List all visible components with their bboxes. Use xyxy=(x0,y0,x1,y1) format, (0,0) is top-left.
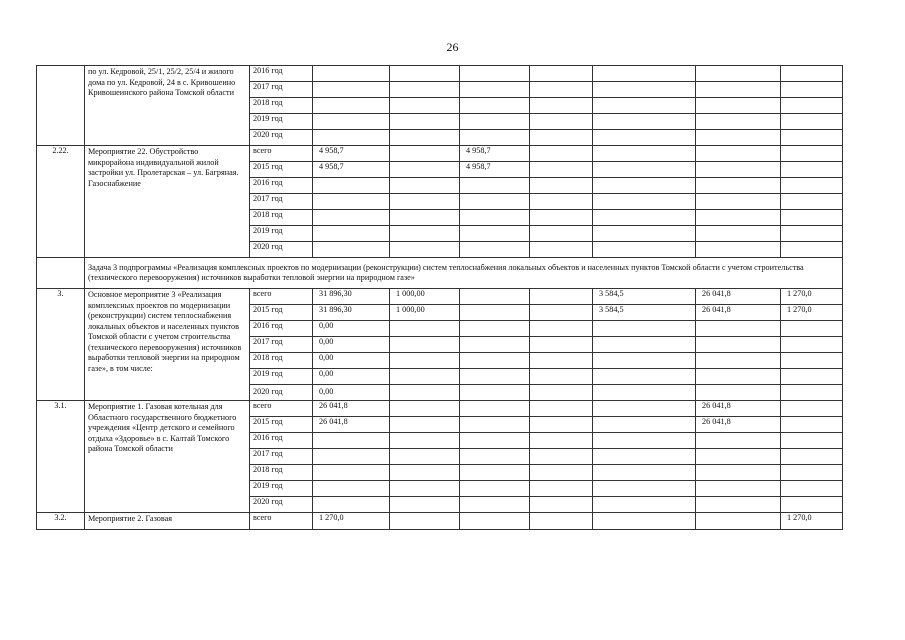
year-cell: 2020 год xyxy=(250,242,313,258)
year-cell: 2020 год xyxy=(250,385,313,401)
value-cell: 1 000,00 xyxy=(390,289,460,305)
value-cell: 4 958,7 xyxy=(460,146,530,162)
total-cell: 26 041,8 xyxy=(313,417,390,433)
value-cell: 1 270,0 xyxy=(781,289,843,305)
item-index: 2.22. xyxy=(37,146,85,258)
total-cell: 4 958,7 xyxy=(313,162,390,178)
value-cell: 26 041,8 xyxy=(696,401,781,417)
year-cell: всего xyxy=(250,289,313,305)
year-cell: 2018 год xyxy=(250,98,313,114)
page-number: 26 xyxy=(446,40,459,54)
year-cell: 2019 год xyxy=(250,226,313,242)
budget-table xyxy=(36,65,843,530)
year-cell: 2019 год xyxy=(250,481,313,497)
total-cell: 26 041,8 xyxy=(313,401,390,417)
total-cell: 1 270,0 xyxy=(313,513,390,530)
table-row xyxy=(37,66,843,82)
value-cell: 1 270,0 xyxy=(781,513,843,530)
value-cell: 26 041,8 xyxy=(696,417,781,433)
year-cell: всего xyxy=(250,146,313,162)
total-cell: 0,00 xyxy=(313,353,390,369)
value-cell: 26 041,8 xyxy=(696,305,781,321)
item-index: 3.2. xyxy=(37,513,85,530)
year-cell: 2017 год xyxy=(250,82,313,98)
year-cell: 2015 год xyxy=(250,305,313,321)
year-cell: 2018 год xyxy=(250,465,313,481)
item-index: 3.1. xyxy=(37,401,85,513)
year-cell: 2019 год xyxy=(250,369,313,385)
table-row xyxy=(37,401,843,417)
value-cell: 4 958,7 xyxy=(460,162,530,178)
year-cell: всего xyxy=(250,401,313,417)
total-cell: 31 896,30 xyxy=(313,289,390,305)
year-cell: 2019 год xyxy=(250,114,313,130)
item-name: Основное мероприятие 3 «Реализация комплексных проектов по модернизации (реконструкции) систем теплоснабжения локальных объектов и населенных пунктов Томской области с учетом строительства (технического перевооружения) источников выработки тепловой энергии на природном газе», в том числе: xyxy=(85,289,250,401)
item-index: 3. xyxy=(37,289,85,401)
total-cell: 0,00 xyxy=(313,369,390,385)
value-cell: 3 584,5 xyxy=(593,305,696,321)
item-name: Мероприятие 22. Обустройство микрорайона индивидуальной жилой застройки ул. Пролетарская – ул. Багряная. Газоснабжение xyxy=(85,146,250,258)
total-cell: 0,00 xyxy=(313,337,390,353)
year-cell: 2020 год xyxy=(250,497,313,513)
year-cell: 2015 год xyxy=(250,417,313,433)
table-row xyxy=(37,258,843,289)
task-heading: Задача 3 подпрограммы «Реализация комплексных проектов по модернизации (реконструкции) систем теплоснабжения локальных объектов и населенных пунктов Томской области с учетом строительства (технического перевооружения) источников выработки тепловой энергии на природном газе» xyxy=(85,258,843,289)
year-cell: 2018 год xyxy=(250,353,313,369)
table-row xyxy=(37,513,843,530)
year-cell: всего xyxy=(250,513,313,530)
year-cell: 2017 год xyxy=(250,194,313,210)
value-cell: 1 270,0 xyxy=(781,305,843,321)
item-name: Мероприятие 1. Газовая котельная для Областного государственного бюджетного учреждения «Центр детского и семейного отдыха «Здоровье» в с. Калтай Томского района Томской области xyxy=(85,401,250,513)
year-cell: 2016 год xyxy=(250,433,313,449)
year-cell: 2017 год xyxy=(250,449,313,465)
value-cell: 26 041,8 xyxy=(696,289,781,305)
value-cell: 1 000,00 xyxy=(390,305,460,321)
year-cell: 2016 год xyxy=(250,321,313,337)
table-row xyxy=(37,146,843,162)
total-cell: 4 958,7 xyxy=(313,146,390,162)
total-cell: 0,00 xyxy=(313,321,390,337)
item-name: по ул. Кедровой, 25/1, 25/2, 25/4 и жилого дома по ул. Кедровой, 24 в с. Кривошеино Кривошеинского района Томской области xyxy=(85,66,250,146)
year-cell: 2017 год xyxy=(250,337,313,353)
year-cell: 2016 год xyxy=(250,66,313,82)
total-cell: 0,00 xyxy=(313,385,390,401)
item-name: Мероприятие 2. Газовая xyxy=(85,513,250,530)
year-cell: 2016 год xyxy=(250,178,313,194)
total-cell: 31 896,30 xyxy=(313,305,390,321)
value-cell: 3 584,5 xyxy=(593,289,696,305)
table-row xyxy=(37,289,843,305)
year-cell: 2018 год xyxy=(250,210,313,226)
year-cell: 2015 год xyxy=(250,162,313,178)
year-cell: 2020 год xyxy=(250,130,313,146)
